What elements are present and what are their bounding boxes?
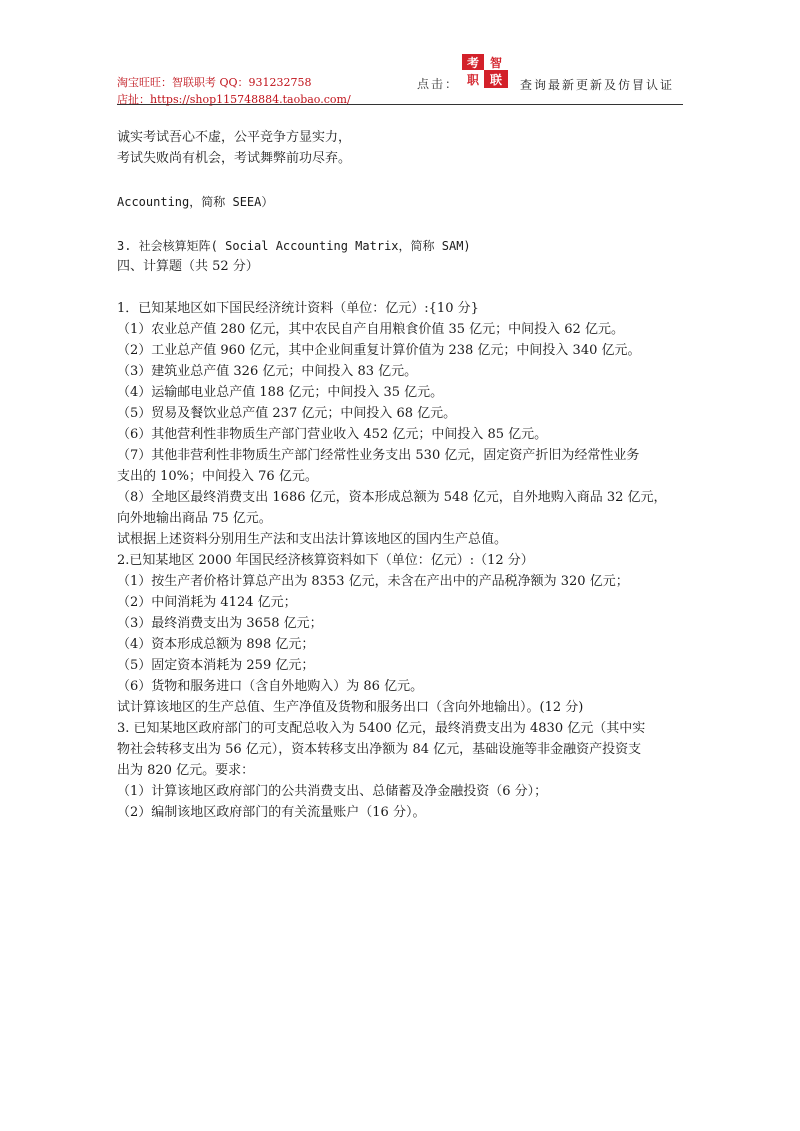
- q2-item: （5）固定资本消耗为 259 亿元；: [117, 658, 315, 673]
- q2-item: （3）最终消费支出为 3658 亿元；: [117, 616, 323, 631]
- q2-title: 2.已知某地区 2000 年国民经济核算资料如下（单位：亿元）:（12 分）: [117, 553, 534, 568]
- svg-text:智: 智: [489, 56, 503, 70]
- q1-item: 支出的 10%；中间投入 76 亿元。: [117, 469, 318, 484]
- q1-item: （1）农业总产值 280 亿元，其中农民自产自用粮食价值 35 亿元；中间投入 62 亿元。: [117, 322, 624, 337]
- zhilian-logo-icon[interactable]: [462, 54, 508, 88]
- q2-item: （6）货物和服务进口（含自外地购入）为 86 亿元。: [117, 679, 424, 694]
- motto-line-1: 诚实考试吾心不虚，公平竞争方显实力，: [117, 130, 352, 145]
- q1-task: 试根据上述资料分别用生产法和支出法计算该地区的国内生产总值。: [117, 532, 508, 547]
- svg-text:职: 职: [466, 73, 480, 87]
- q3-line: 3. 已知某地区政府部门的可支配总收入为 5400 亿元，最终消费支出为 4830 亿元（其中实: [117, 721, 646, 736]
- q2-item: （4）资本形成总额为 898 亿元；: [117, 637, 315, 652]
- q3-line: 出为 820 亿元。要求：: [117, 763, 255, 778]
- q1-item: （5）贸易及餐饮业总产值 237 亿元；中间投入 68 亿元。: [117, 406, 457, 421]
- page-header: [117, 52, 683, 108]
- q1-item: 向外地输出商品 75 亿元。: [117, 511, 272, 526]
- q1-title: 1．已知某地区如下国民经济统计资料（单位：亿元）:{10 分}: [117, 301, 479, 316]
- header-contact: 淘宝旺旺：智联职考 QQ：931232758: [117, 76, 312, 89]
- q1-item: （8）全地区最终消费支出 1686 亿元，资本形成总额为 548 亿元，自外地购入商品 32 亿元，: [117, 490, 667, 505]
- sam-line: 3. 社会核算矩阵( Social Accounting Matrix，简称 SAM): [117, 239, 471, 253]
- q2-item: （2）中间消耗为 4124 亿元；: [117, 595, 297, 610]
- q1-item: （4）运输邮电业总产值 188 亿元；中间投入 35 亿元。: [117, 385, 444, 400]
- header-verify-text: 查询最新更新及仿冒认证: [520, 78, 675, 92]
- section-title: 四、计算题（共 52 分）: [117, 259, 259, 274]
- q2-task: 试计算该地区的生产总值、生产净值及货物和服务出口（含向外地输出）。(12 分): [117, 700, 584, 715]
- q1-item: （6）其他营利性非物质生产部门营业收入 452 亿元；中间投入 85 亿元。: [117, 427, 548, 442]
- header-click-label: 点击：: [417, 77, 460, 91]
- seea-line: Accounting，简称 SEEA）: [117, 195, 274, 209]
- svg-text:考: 考: [466, 56, 480, 70]
- svg-text:联: 联: [489, 73, 503, 87]
- q3-line: 物社会转移支出为 56 亿元），资本转移支出净额为 84 亿元，基础设施等非金融资产投资支: [117, 742, 642, 757]
- q1-item: （7）其他非营利性非物质生产部门经常性业务支出 530 亿元，固定资产折旧为经常性业务: [117, 448, 640, 463]
- q1-item: （2）工业总产值 960 亿元，其中企业间重复计算价值为 238 亿元；中间投入 340 亿元。: [117, 343, 641, 358]
- q3-item: （1）计算该地区政府部门的公共消费支出、总储蓄及净金融投资（6 分）；: [117, 784, 548, 799]
- q3-item: （2）编制该地区政府部门的有关流量账户（16 分）。: [117, 805, 426, 820]
- header-divider: [117, 104, 683, 105]
- q1-item: （3）建筑业总产值 326 亿元；中间投入 83 亿元。: [117, 364, 418, 379]
- header-contact-block: [117, 74, 351, 108]
- q2-item: （1）按生产者价格计算总产出为 8353 亿元，未含在产出中的产品税净额为 320 亿元；: [117, 574, 629, 589]
- motto-line-2: 考试失败尚有机会，考试舞弊前功尽弃。: [117, 151, 352, 166]
- header-shop-link[interactable]: 店扯：https://shop115748884.taobao.com/: [117, 93, 351, 106]
